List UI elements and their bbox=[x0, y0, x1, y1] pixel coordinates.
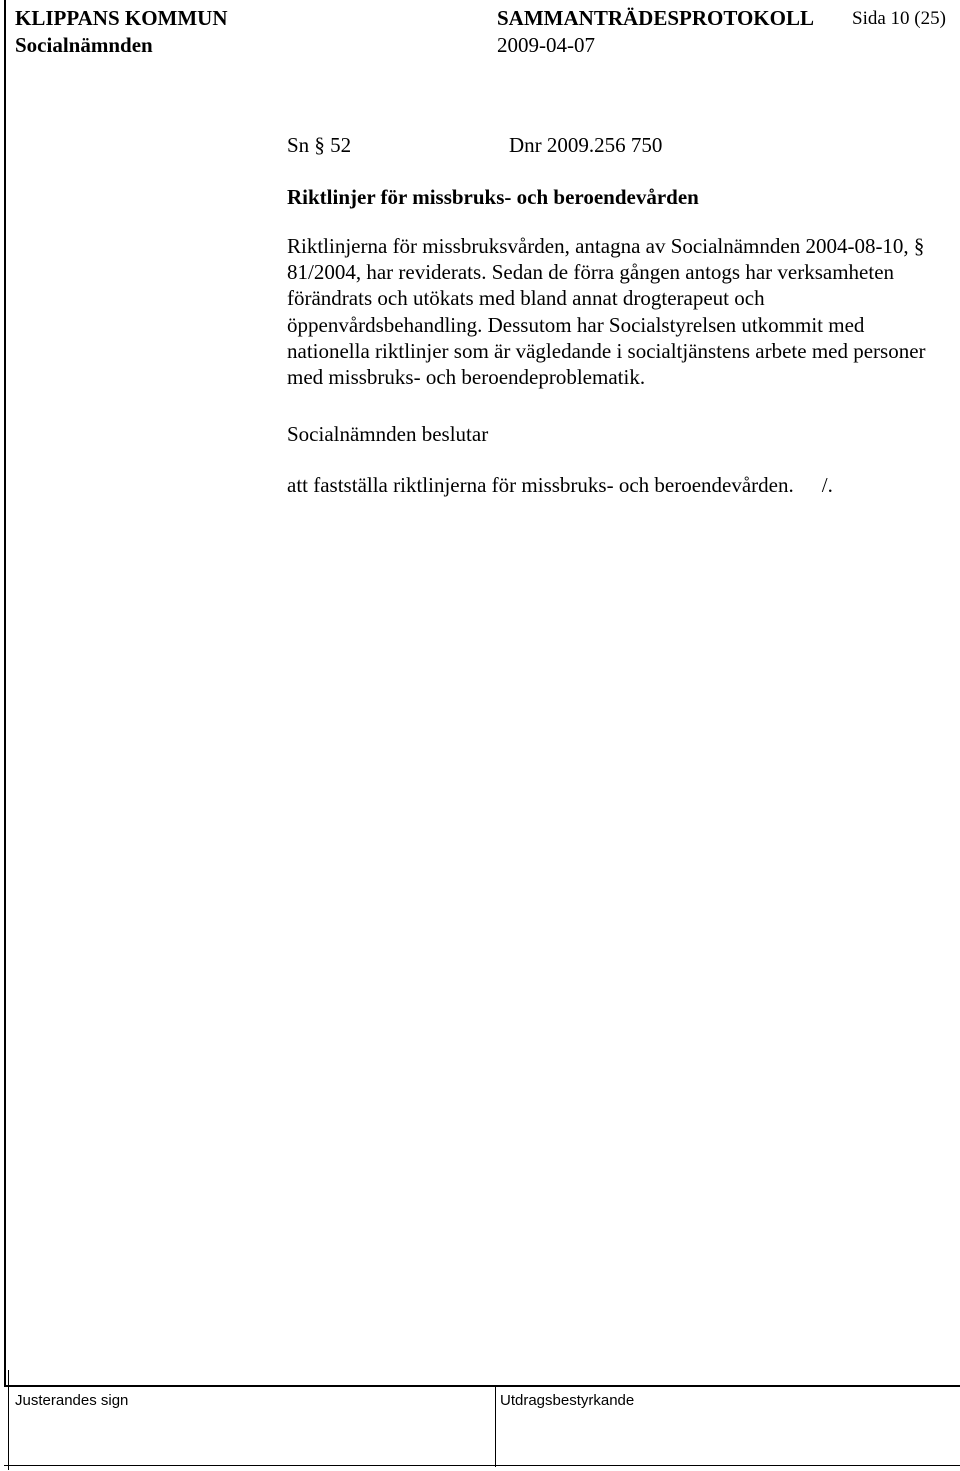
diary-number: Dnr 2009.256 750 bbox=[509, 133, 663, 157]
decision-end-mark: /. bbox=[821, 473, 833, 497]
section-number: Sn § 52 bbox=[287, 133, 352, 157]
department-name: Socialnämnden bbox=[15, 33, 153, 57]
organization-name: KLIPPANS KOMMUN bbox=[15, 6, 228, 30]
decision-label: Socialnämnden beslutar bbox=[287, 422, 489, 446]
footer-top-rule bbox=[4, 1385, 960, 1387]
footer-divider bbox=[495, 1385, 496, 1467]
case-body: Riktlinjerna för missbruksvården, antagna av Socialnämnden 2004-08-10, § 81/2004, har reviderats. Sedan de förra gången antogs har verksamheten förändrats och utökats med bland annat drogterapeut och öppenvårdsbehandling. Dessutom har Socialstyrelsen utkommit med nationella riktlinjer som är vägledande i socialtjänstens arbete med personer med missbruks- och beroendeproblematik. bbox=[287, 234, 926, 390]
decision-statement: att fastställa riktlinjerna för missbruks- och beroendevården. bbox=[287, 473, 794, 497]
document-type: SAMMANTRÄDESPROTOKOLL bbox=[497, 6, 814, 30]
decision-text bbox=[287, 472, 947, 498]
case-title: Riktlinjer för missbruks- och beroendevården bbox=[287, 185, 699, 209]
adjuster-signature-label: Justerandes sign bbox=[15, 1392, 129, 1409]
extract-certification-label: Utdragsbestyrkande bbox=[500, 1392, 635, 1409]
left-margin-rule bbox=[4, 0, 6, 1387]
page-number: Sida 10 (25) bbox=[852, 8, 946, 29]
footer-bottom-rule bbox=[4, 1465, 960, 1466]
meeting-date: 2009-04-07 bbox=[497, 33, 595, 57]
case-reference bbox=[287, 132, 663, 158]
